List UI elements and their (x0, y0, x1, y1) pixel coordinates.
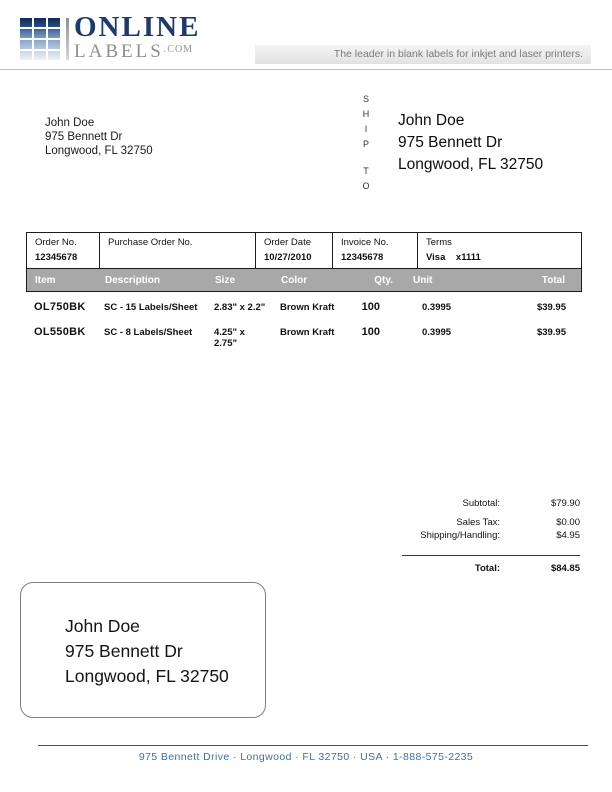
item-unit-price: 0.3995 (422, 327, 452, 338)
column-header-color: Color (281, 274, 308, 286)
ship-to-letter: S (362, 94, 369, 104)
logo-grid-cell (20, 51, 32, 60)
footer-divider (38, 745, 588, 746)
order-info-row (27, 233, 581, 268)
totals-block (330, 497, 580, 575)
terms-cell (418, 233, 581, 268)
invoice-no-cell (333, 233, 418, 268)
shipping-label-city: Longwood, FL 32750 (65, 666, 229, 686)
invoice-no-value: 12345678 (341, 252, 384, 263)
order-no-cell (27, 233, 100, 268)
footer-contact-info: 975 Bennett Drive · Longwood · FL 32750 · USA · 1-888-575-2235 (138, 751, 474, 763)
item-description: SC - 8 Labels/Sheet (104, 327, 193, 338)
column-header-description: Description (105, 274, 161, 286)
ship-to-name: John Doe (398, 112, 465, 129)
logo-grid-cell (48, 51, 60, 60)
column-header-total: Total (541, 274, 565, 286)
purchase-order-cell (100, 233, 256, 268)
sales-tax-value: $0.00 (556, 517, 580, 528)
logo-online-text: ONLINE (74, 11, 201, 43)
order-info-table (26, 232, 582, 292)
column-header-item: Item (35, 274, 56, 286)
order-date-label: Order Date (264, 237, 311, 248)
item-description: SC - 15 Labels/Sheet (104, 302, 198, 313)
item-qty: 100 (361, 326, 380, 338)
subtotal-row (330, 497, 580, 510)
purchase-order-value (108, 252, 247, 263)
ship-to-street: 975 Bennett Dr (398, 134, 503, 151)
shipping-label: Shipping/Handling: (420, 530, 500, 541)
logo-grid-cell (20, 29, 32, 38)
logo-labels-word: LABELS (74, 41, 164, 62)
item-unit-price: 0.3995 (422, 302, 452, 313)
ship-to-city: Longwood, FL 32750 (398, 156, 544, 173)
logo-divider (66, 18, 69, 60)
onlinelabels-logo (20, 13, 200, 61)
header-divider (0, 69, 612, 70)
invoice-no-label: Invoice No. (341, 237, 389, 248)
ship-to-address (398, 110, 543, 176)
purchase-order-label: Purchase Order No. (108, 237, 193, 248)
total-row (330, 562, 580, 575)
items-header-row (27, 268, 581, 291)
ship-to-letter: P (362, 139, 369, 149)
logo-grid-cell (34, 29, 46, 38)
item-total: $39.95 (536, 327, 566, 338)
ship-to-label (360, 92, 372, 194)
subtotal-value: $79.90 (550, 498, 580, 509)
logo-grid-cell (34, 18, 46, 27)
logo-labels-text (74, 42, 200, 61)
item-size: 4.25" x 2.75" (214, 327, 245, 349)
shipping-value: $4.95 (556, 530, 580, 541)
shipping-label-box (20, 582, 266, 718)
logo-grid-cell (34, 40, 46, 49)
billing-name: John Doe (45, 117, 95, 129)
item-color: Brown Kraft (280, 327, 335, 338)
terms-value: Visa x1111 (426, 252, 481, 263)
sales-tax-label: Sales Tax: (456, 517, 500, 528)
logo-grid-cell (48, 29, 60, 38)
column-header-unit: Unit (413, 274, 433, 286)
ship-to-letter: T (363, 166, 369, 176)
logo-grid-cell (20, 18, 32, 27)
item-color: Brown Kraft (280, 302, 335, 313)
logo-grid-cell (20, 40, 32, 49)
shipping-label-name: John Doe (65, 616, 140, 636)
item-size: 2.83" x 2.2" (214, 302, 266, 313)
item-total: $39.95 (536, 302, 566, 313)
table-row (26, 301, 582, 326)
logo-grid-cell (48, 40, 60, 49)
label-grid-icon (20, 18, 60, 60)
column-header-qty: Qty. (374, 274, 393, 286)
shipping-row (330, 529, 580, 542)
item-qty: 100 (361, 301, 380, 313)
order-no-label: Order No. (35, 237, 77, 248)
order-no-value: 12345678 (35, 252, 78, 263)
sales-tax-row (330, 516, 580, 529)
billing-city: Longwood, FL 32750 (45, 145, 153, 157)
total-value: $84.85 (550, 563, 580, 574)
total-label: Total: (474, 563, 500, 574)
column-header-size: Size (215, 274, 236, 286)
billing-address (45, 116, 153, 158)
ship-to-letter: O (362, 181, 370, 191)
ship-to-letter: H (362, 109, 370, 119)
shipping-label-street: 975 Bennett Dr (65, 641, 183, 661)
items-list (26, 289, 582, 351)
logo-grid-cell (34, 51, 46, 60)
shipping-label-address (65, 614, 265, 689)
terms-label: Terms (426, 237, 452, 248)
table-row (26, 326, 582, 351)
order-date-cell (256, 233, 333, 268)
logo-wordmark (74, 13, 200, 61)
billing-street: 975 Bennett Dr (45, 131, 123, 143)
tagline-band: The leader in blank labels for inkjet and laser printers. (255, 45, 591, 64)
ship-to-letter: I (364, 124, 368, 134)
totals-divider (402, 555, 580, 556)
subtotal-label: Subtotal: (462, 498, 500, 509)
logo-com-suffix: .COM (163, 44, 194, 55)
order-date-value: 10/27/2010 (264, 252, 312, 263)
logo-grid-cell (48, 18, 60, 27)
item-code: OL550BK (34, 326, 86, 338)
item-code: OL750BK (34, 301, 86, 313)
